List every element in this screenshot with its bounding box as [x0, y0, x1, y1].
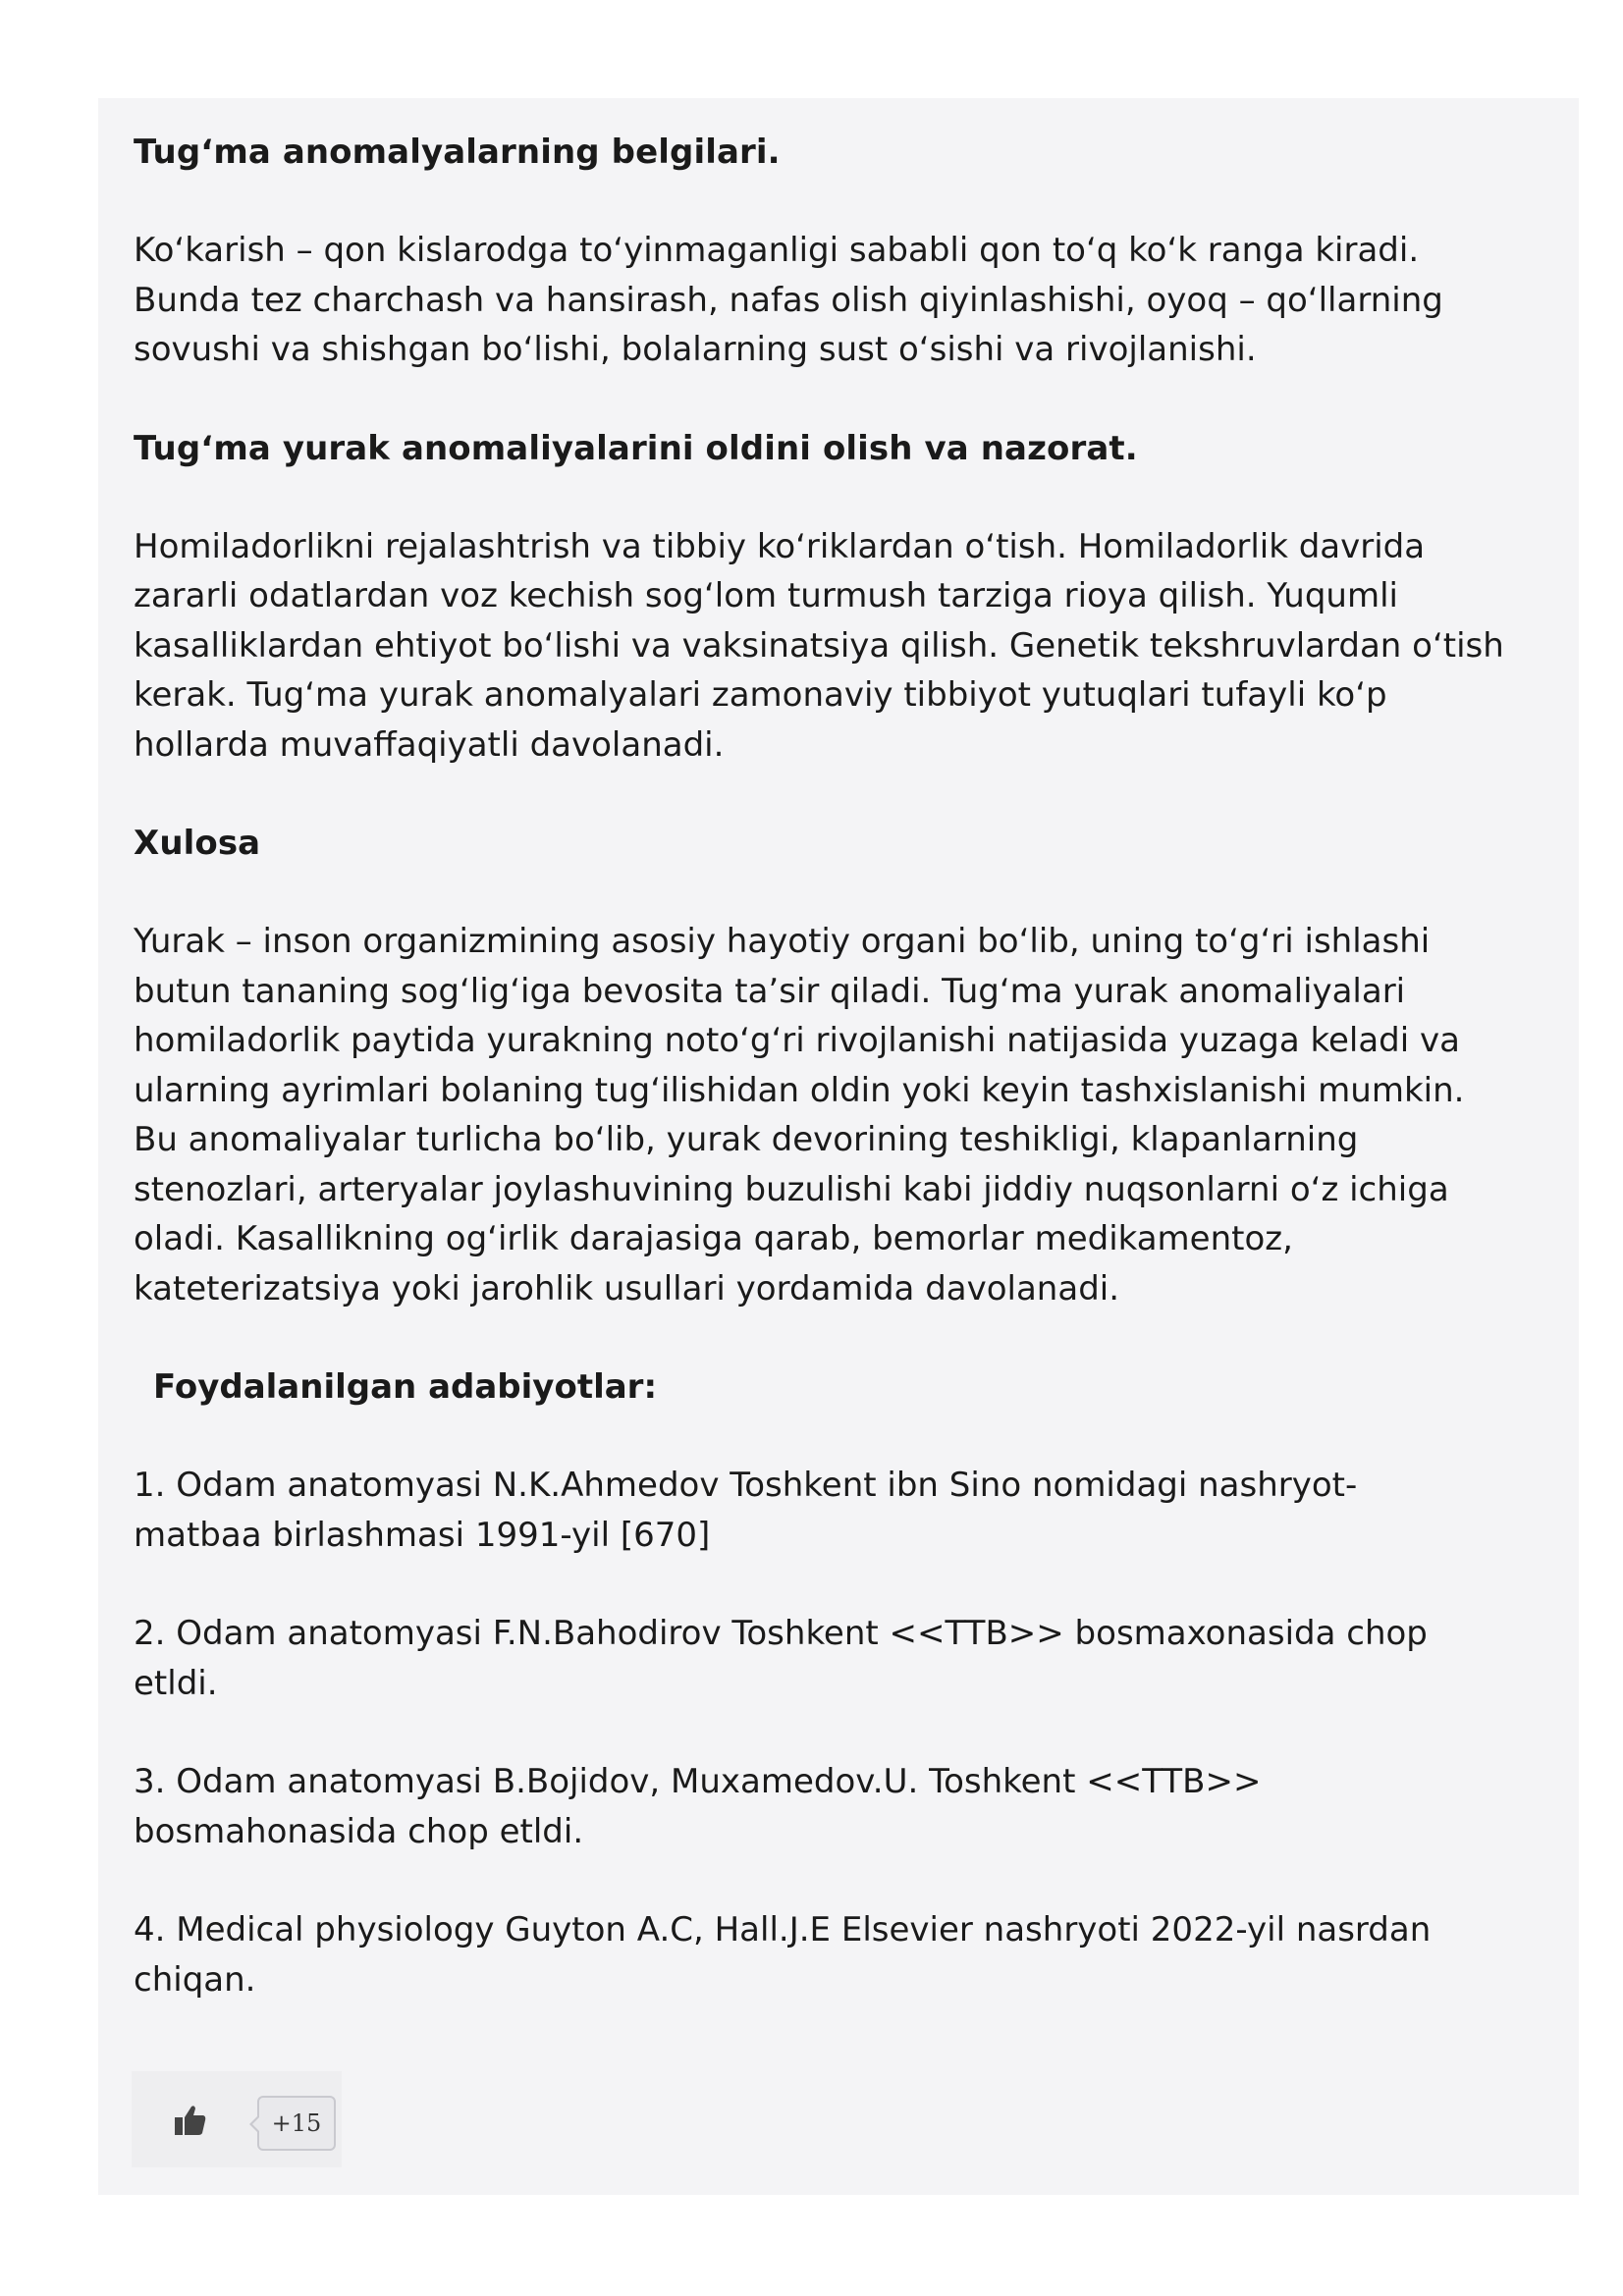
reference-item-3: 3. Odam anatomyasi B.Bojidov, Muxamedov.U. Toshkent <<TTB>> bosmahonasida chop etldi. — [134, 1762, 1262, 1851]
like-count: +15 — [257, 2096, 336, 2151]
article-content — [134, 128, 1547, 2054]
symptoms-paragraph: Koʻkarish – qon kislarodga toʻyinmaganligi sababli qon toʻq koʻk ranga kiradi. Bunda tez charchash va hansirash, nafas olish qiyinlashishi, oyoq – qoʻllarning sovushi va shishgan boʻlishi, bolalarning sust oʻsishi va rivojlanishi. — [134, 231, 1443, 369]
symptoms-heading: Tugʻma anomalyalarning belgilari. — [134, 133, 781, 172]
reference-item-4: 4. Medical physiology Guyton A.C, Hall.J.E Elsevier nashryoti 2022-yil nasrdan chiqan. — [134, 1910, 1432, 2000]
conclusion-heading: Xulosa — [134, 824, 261, 863]
reference-item-2: 2. Odam anatomyasi F.N.Bahodirov Toshkent <<TTB>> bosmaxonasida chop etldi. — [134, 1614, 1428, 1703]
conclusion-paragraph: Yurak – inson organizmining asosiy hayotiy organi boʻlib, uning toʻgʻri ishlashi butun tananing sogʻligʻiga bevosita taʼsir qiladi. Tugʻma yurak anomaliyalari homiladorlik paytida yurakning notoʻgʻri rivojlanishi natijasida yuzaga keladi va ularning ayrimlari bolaning tugʻilishidan oldin yoki keyin tashxislanishi mumkin. Bu anomaliyalar turlicha boʻlib, yurak devorining teshikligi, klapanlarning stenozlari, arteryalar joylashuvining buzulishi kabi jiddiy nuqsonlarni oʻz ichiga oladi. Kasallikning ogʻirlik darajasiga qarab, bemorlar medikamentoz, kateterizatsiya yoki jarohlik usullari yordamida davolanadi. — [134, 922, 1465, 1308]
article-card — [98, 98, 1579, 2195]
prevention-paragraph: Homiladorlikni rejalashtrish va tibbiy koʻriklardan oʻtish. Homiladorlik davrida zararli odatlardan voz kechish sogʻlom turmush tarziga rioya qilish. Yuqumli kasalliklardan ehtiyot boʻlishi va vaksinatsiya qilish. Genetik tekshruvlardan oʻtish kerak. Tugʻma yurak anomalyalari zamonaviy tibbiyot yutuqlari tufayli koʻp hollarda muvaffaqiyatli davolanadi. — [134, 526, 1504, 765]
reference-item-1: 1. Odam anatomyasi N.K.Ahmedov Toshkent ibn Sino nomidagi nashryot- matbaa birlashmasi 1991-yil [670] — [134, 1466, 1358, 1555]
like-bar — [132, 2071, 342, 2167]
references-heading: Foydalanilgan adabiyotlar: — [153, 1367, 658, 1407]
prevention-heading: Tugʻma yurak anomaliyalarini oldini olish va nazorat. — [134, 428, 1138, 468]
thumbs-up-icon[interactable] — [171, 2101, 210, 2140]
